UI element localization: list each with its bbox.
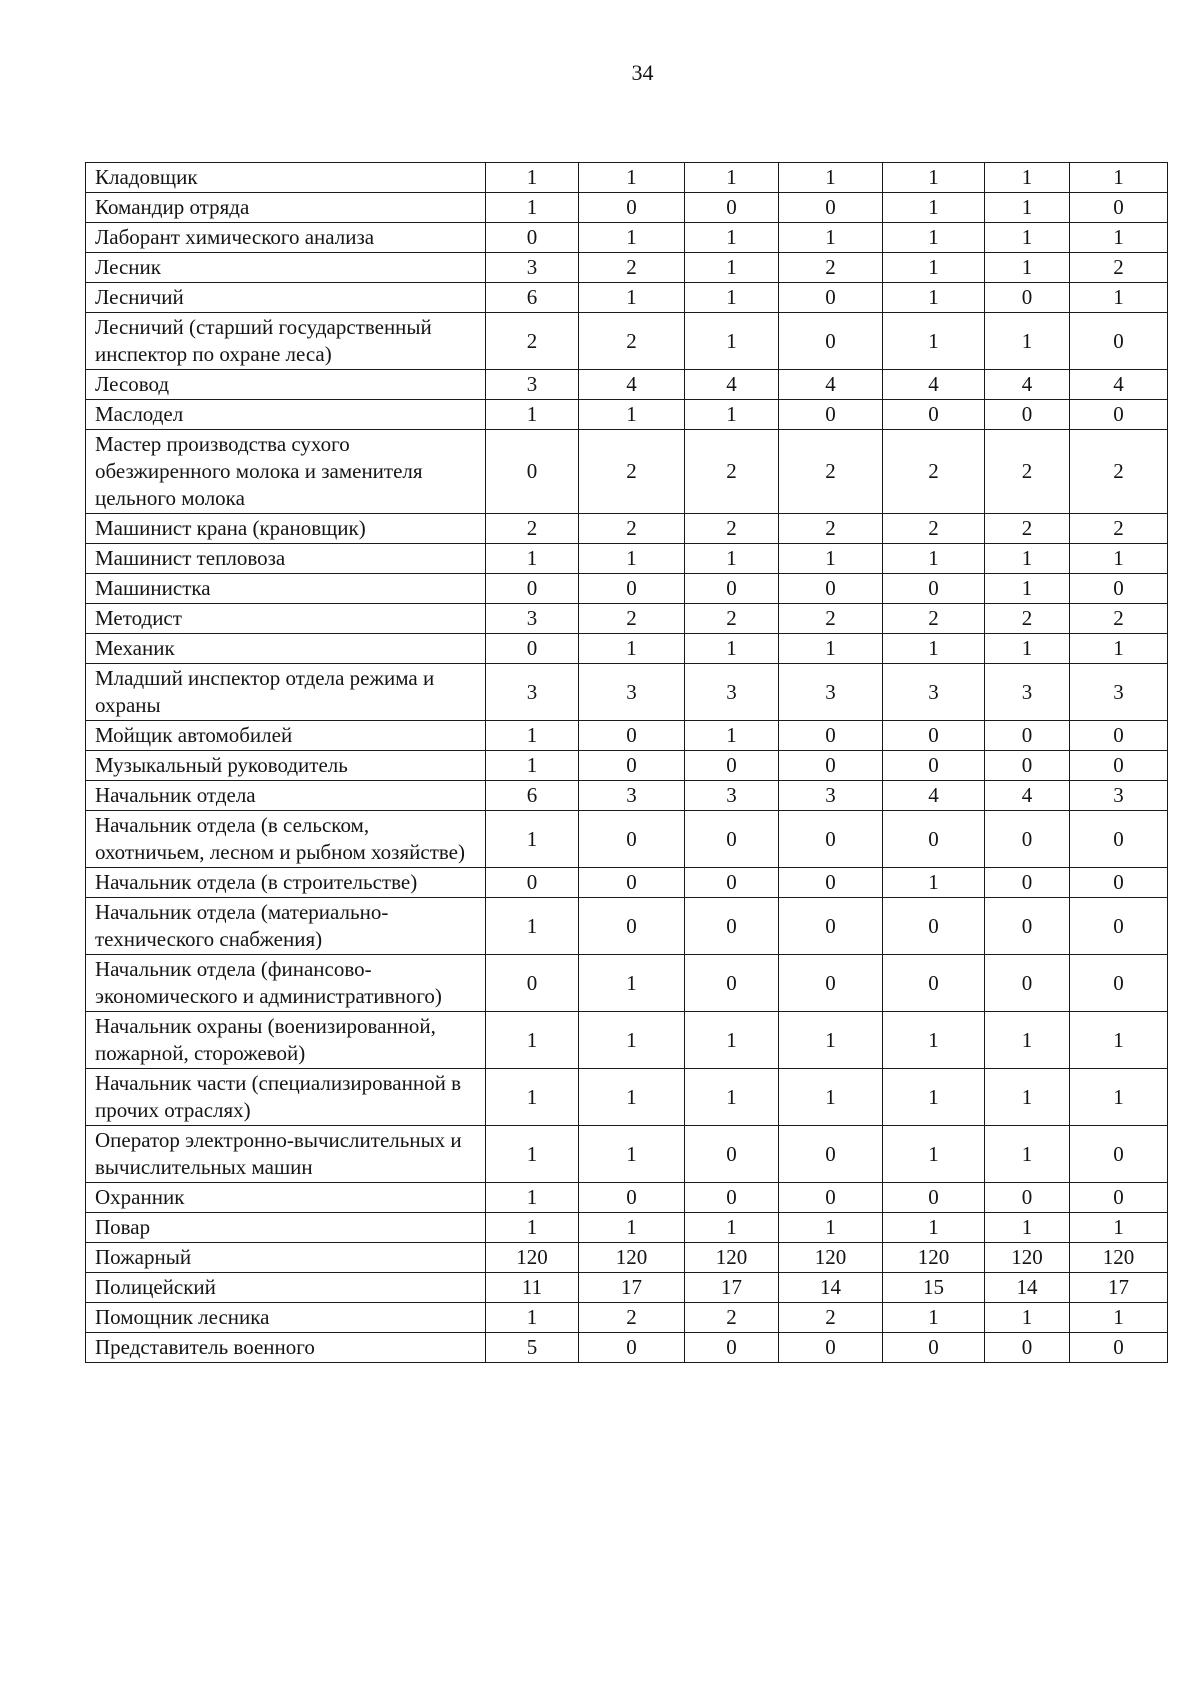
value-cell: 0	[579, 193, 685, 223]
table-row	[86, 1333, 1168, 1363]
value-cell: 17	[1070, 1273, 1168, 1303]
staffing-table	[85, 162, 1168, 1363]
position-name-cell: Младший инспектор отдела режима и охраны	[86, 664, 486, 721]
page-number: 34	[631, 60, 654, 85]
position-name-cell: Лесник	[86, 253, 486, 283]
table-row	[86, 1183, 1168, 1213]
value-cell: 14	[985, 1273, 1070, 1303]
value-cell: 1	[883, 868, 985, 898]
value-cell: 0	[1070, 574, 1168, 604]
value-cell: 0	[985, 811, 1070, 868]
position-name-cell: Представитель военного	[86, 1333, 486, 1363]
position-name-cell: Начальник отдела (в строительстве)	[86, 868, 486, 898]
table-row	[86, 781, 1168, 811]
value-cell: 1	[779, 223, 883, 253]
value-cell: 2	[883, 430, 985, 514]
value-cell: 1	[579, 283, 685, 313]
value-cell: 0	[579, 574, 685, 604]
value-cell: 3	[685, 664, 779, 721]
position-name-cell: Повар	[86, 1213, 486, 1243]
position-name-cell: Мастер производства сухого обезжиренного молока и заменителя цельного молока	[86, 430, 486, 514]
value-cell: 1	[579, 223, 685, 253]
value-cell: 3	[579, 781, 685, 811]
value-cell: 0	[685, 868, 779, 898]
value-cell: 1	[579, 1012, 685, 1069]
value-cell: 0	[779, 1333, 883, 1363]
value-cell: 1	[486, 1012, 579, 1069]
table-row	[86, 898, 1168, 955]
value-cell: 0	[1070, 400, 1168, 430]
value-cell: 3	[779, 781, 883, 811]
value-cell: 1	[1070, 634, 1168, 664]
value-cell: 1	[985, 544, 1070, 574]
position-name-cell: Машинист крана (крановщик)	[86, 514, 486, 544]
value-cell: 1	[1070, 1213, 1168, 1243]
value-cell: 1	[985, 163, 1070, 193]
table-row	[86, 223, 1168, 253]
value-cell: 0	[883, 721, 985, 751]
value-cell: 1	[985, 1213, 1070, 1243]
value-cell: 0	[685, 751, 779, 781]
value-cell: 0	[685, 193, 779, 223]
value-cell: 1	[1070, 1012, 1168, 1069]
value-cell: 1	[1070, 163, 1168, 193]
value-cell: 1	[486, 751, 579, 781]
value-cell: 1	[486, 1183, 579, 1213]
table-row	[86, 253, 1168, 283]
position-name-cell: Лесничий	[86, 283, 486, 313]
table-row	[86, 1069, 1168, 1126]
value-cell: 5	[486, 1333, 579, 1363]
value-cell: 1	[486, 721, 579, 751]
position-name-cell: Начальник отдела (в сельском, охотничьем, лесном и рыбном хозяйстве)	[86, 811, 486, 868]
value-cell: 2	[685, 1303, 779, 1333]
value-cell: 0	[883, 574, 985, 604]
value-cell: 0	[1070, 1333, 1168, 1363]
value-cell: 1	[883, 544, 985, 574]
value-cell: 1	[579, 163, 685, 193]
value-cell: 1	[883, 1303, 985, 1333]
position-name-cell: Методист	[86, 604, 486, 634]
value-cell: 1	[883, 634, 985, 664]
value-cell: 4	[1070, 370, 1168, 400]
value-cell: 0	[685, 898, 779, 955]
position-name-cell: Машинист тепловоза	[86, 544, 486, 574]
value-cell: 3	[486, 370, 579, 400]
value-cell: 0	[486, 574, 579, 604]
value-cell: 1	[883, 283, 985, 313]
value-cell: 0	[883, 811, 985, 868]
value-cell: 1	[985, 313, 1070, 370]
position-name-cell: Музыкальный руководитель	[86, 751, 486, 781]
table-row	[86, 163, 1168, 193]
value-cell: 1	[486, 193, 579, 223]
value-cell: 1	[685, 163, 779, 193]
value-cell: 2	[486, 313, 579, 370]
value-cell: 4	[579, 370, 685, 400]
value-cell: 1	[779, 1069, 883, 1126]
value-cell: 2	[579, 514, 685, 544]
position-name-cell: Лаборант химического анализа	[86, 223, 486, 253]
value-cell: 120	[985, 1243, 1070, 1273]
value-cell: 1	[685, 253, 779, 283]
value-cell: 120	[486, 1243, 579, 1273]
table-row	[86, 664, 1168, 721]
value-cell: 0	[579, 1333, 685, 1363]
table-row	[86, 370, 1168, 400]
table-row	[86, 1012, 1168, 1069]
value-cell: 6	[486, 283, 579, 313]
value-cell: 0	[985, 898, 1070, 955]
value-cell: 2	[985, 430, 1070, 514]
value-cell: 0	[685, 1183, 779, 1213]
value-cell: 0	[1070, 721, 1168, 751]
position-name-cell: Маслодел	[86, 400, 486, 430]
value-cell: 2	[579, 604, 685, 634]
value-cell: 0	[985, 283, 1070, 313]
value-cell: 0	[985, 1333, 1070, 1363]
value-cell: 1	[685, 544, 779, 574]
value-cell: 2	[779, 514, 883, 544]
table-row	[86, 1273, 1168, 1303]
value-cell: 1	[985, 1303, 1070, 1333]
value-cell: 0	[985, 955, 1070, 1012]
value-cell: 1	[486, 163, 579, 193]
value-cell: 0	[985, 400, 1070, 430]
table-row	[86, 751, 1168, 781]
value-cell: 1	[779, 163, 883, 193]
value-cell: 0	[779, 283, 883, 313]
value-cell: 2	[1070, 253, 1168, 283]
value-cell: 2	[779, 1303, 883, 1333]
value-cell: 2	[1070, 604, 1168, 634]
value-cell: 1	[883, 1012, 985, 1069]
position-name-cell: Машинистка	[86, 574, 486, 604]
value-cell: 4	[779, 370, 883, 400]
value-cell: 1	[486, 400, 579, 430]
value-cell: 6	[486, 781, 579, 811]
value-cell: 1	[779, 1213, 883, 1243]
value-cell: 2	[779, 604, 883, 634]
value-cell: 1	[685, 400, 779, 430]
value-cell: 1	[985, 253, 1070, 283]
position-name-cell: Механик	[86, 634, 486, 664]
value-cell: 1	[779, 634, 883, 664]
table-row	[86, 1303, 1168, 1333]
value-cell: 2	[685, 430, 779, 514]
position-name-cell: Начальник отдела	[86, 781, 486, 811]
value-cell: 1	[985, 1012, 1070, 1069]
value-cell: 1	[579, 1213, 685, 1243]
value-cell: 3	[1070, 781, 1168, 811]
value-cell: 1	[579, 955, 685, 1012]
value-cell: 2	[779, 253, 883, 283]
value-cell: 0	[579, 721, 685, 751]
value-cell: 0	[779, 574, 883, 604]
value-cell: 0	[579, 751, 685, 781]
value-cell: 0	[779, 1183, 883, 1213]
table-row	[86, 193, 1168, 223]
value-cell: 17	[579, 1273, 685, 1303]
value-cell: 0	[779, 955, 883, 1012]
value-cell: 1	[685, 1213, 779, 1243]
value-cell: 0	[883, 400, 985, 430]
value-cell: 3	[579, 664, 685, 721]
value-cell: 2	[985, 514, 1070, 544]
value-cell: 1	[883, 1126, 985, 1183]
value-cell: 2	[579, 1303, 685, 1333]
value-cell: 2	[883, 604, 985, 634]
value-cell: 0	[1070, 868, 1168, 898]
value-cell: 1	[779, 544, 883, 574]
value-cell: 1	[985, 1126, 1070, 1183]
value-cell: 0	[579, 898, 685, 955]
position-name-cell: Кладовщик	[86, 163, 486, 193]
value-cell: 0	[779, 751, 883, 781]
value-cell: 0	[779, 811, 883, 868]
value-cell: 0	[1070, 193, 1168, 223]
value-cell: 3	[486, 664, 579, 721]
value-cell: 14	[779, 1273, 883, 1303]
value-cell: 4	[883, 781, 985, 811]
value-cell: 2	[579, 313, 685, 370]
position-name-cell: Мойщик автомобилей	[86, 721, 486, 751]
value-cell: 1	[685, 1012, 779, 1069]
value-cell: 1	[883, 313, 985, 370]
table-row	[86, 400, 1168, 430]
value-cell: 0	[779, 313, 883, 370]
value-cell: 0	[486, 634, 579, 664]
value-cell: 0	[985, 1183, 1070, 1213]
value-cell: 1	[985, 1069, 1070, 1126]
value-cell: 1	[685, 634, 779, 664]
value-cell: 1	[883, 1213, 985, 1243]
value-cell: 0	[486, 955, 579, 1012]
value-cell: 2	[1070, 514, 1168, 544]
value-cell: 3	[486, 604, 579, 634]
position-name-cell: Начальник отдела (финансово-экономического и административного)	[86, 955, 486, 1012]
value-cell: 0	[486, 223, 579, 253]
value-cell: 2	[779, 430, 883, 514]
position-name-cell: Начальник отдела (материально-технического снабжения)	[86, 898, 486, 955]
value-cell: 0	[1070, 811, 1168, 868]
value-cell: 0	[779, 400, 883, 430]
value-cell: 1	[883, 163, 985, 193]
value-cell: 1	[685, 313, 779, 370]
value-cell: 1	[685, 283, 779, 313]
value-cell: 0	[579, 811, 685, 868]
value-cell: 1	[1070, 1303, 1168, 1333]
value-cell: 1	[685, 721, 779, 751]
value-cell: 2	[883, 514, 985, 544]
position-name-cell: Охранник	[86, 1183, 486, 1213]
table-row	[86, 955, 1168, 1012]
value-cell: 1	[579, 400, 685, 430]
value-cell: 120	[779, 1243, 883, 1273]
value-cell: 1	[486, 811, 579, 868]
value-cell: 2	[1070, 430, 1168, 514]
value-cell: 120	[883, 1243, 985, 1273]
value-cell: 3	[883, 664, 985, 721]
table-row	[86, 604, 1168, 634]
value-cell: 120	[579, 1243, 685, 1273]
table-row	[86, 283, 1168, 313]
value-cell: 1	[486, 1069, 579, 1126]
value-cell: 0	[985, 868, 1070, 898]
value-cell: 0	[1070, 751, 1168, 781]
value-cell: 0	[883, 898, 985, 955]
value-cell: 1	[579, 1069, 685, 1126]
value-cell: 0	[883, 955, 985, 1012]
value-cell: 0	[579, 868, 685, 898]
table-row	[86, 721, 1168, 751]
table-row	[86, 430, 1168, 514]
value-cell: 0	[685, 1333, 779, 1363]
value-cell: 0	[779, 898, 883, 955]
value-cell: 0	[1070, 313, 1168, 370]
value-cell: 1	[486, 1213, 579, 1243]
table-row	[86, 514, 1168, 544]
value-cell: 1	[685, 1069, 779, 1126]
position-name-cell: Лесовод	[86, 370, 486, 400]
value-cell: 0	[685, 955, 779, 1012]
value-cell: 120	[1070, 1243, 1168, 1273]
value-cell: 1	[486, 544, 579, 574]
value-cell: 1	[985, 193, 1070, 223]
value-cell: 17	[685, 1273, 779, 1303]
value-cell: 0	[883, 1183, 985, 1213]
value-cell: 1	[579, 544, 685, 574]
value-cell: 3	[486, 253, 579, 283]
value-cell: 1	[486, 1126, 579, 1183]
value-cell: 2	[579, 253, 685, 283]
table-row	[86, 1243, 1168, 1273]
value-cell: 0	[486, 868, 579, 898]
value-cell: 0	[1070, 1183, 1168, 1213]
position-name-cell: Лесничий (старший государственный инспектор по охране леса)	[86, 313, 486, 370]
value-cell: 1	[883, 223, 985, 253]
value-cell: 2	[685, 514, 779, 544]
value-cell: 0	[486, 430, 579, 514]
table-row	[86, 574, 1168, 604]
position-name-cell: Помощник лесника	[86, 1303, 486, 1333]
value-cell: 1	[985, 223, 1070, 253]
value-cell: 1	[883, 253, 985, 283]
value-cell: 0	[883, 1333, 985, 1363]
value-cell: 0	[985, 751, 1070, 781]
value-cell: 1	[486, 898, 579, 955]
value-cell: 1	[685, 223, 779, 253]
table-row	[86, 544, 1168, 574]
value-cell: 4	[985, 370, 1070, 400]
value-cell: 3	[685, 781, 779, 811]
value-cell: 0	[1070, 1126, 1168, 1183]
value-cell: 0	[985, 721, 1070, 751]
value-cell: 1	[486, 1303, 579, 1333]
value-cell: 11	[486, 1273, 579, 1303]
table-row	[86, 868, 1168, 898]
value-cell: 0	[779, 868, 883, 898]
table-row	[86, 313, 1168, 370]
value-cell: 2	[985, 604, 1070, 634]
value-cell: 1	[779, 1012, 883, 1069]
value-cell: 0	[883, 751, 985, 781]
value-cell: 2	[579, 430, 685, 514]
value-cell: 0	[779, 1126, 883, 1183]
position-name-cell: Командир отряда	[86, 193, 486, 223]
value-cell: 4	[685, 370, 779, 400]
value-cell: 0	[779, 721, 883, 751]
table-row	[86, 1126, 1168, 1183]
value-cell: 1	[579, 634, 685, 664]
value-cell: 1	[883, 193, 985, 223]
value-cell: 2	[486, 514, 579, 544]
value-cell: 3	[985, 664, 1070, 721]
table-body	[86, 163, 1168, 1363]
table-row	[86, 634, 1168, 664]
position-name-cell: Полицейский	[86, 1273, 486, 1303]
value-cell: 0	[685, 574, 779, 604]
value-cell: 1	[1070, 1069, 1168, 1126]
position-name-cell: Начальник части (специализированной в прочих отраслях)	[86, 1069, 486, 1126]
value-cell: 1	[985, 574, 1070, 604]
value-cell: 4	[985, 781, 1070, 811]
value-cell: 15	[883, 1273, 985, 1303]
value-cell: 1	[1070, 283, 1168, 313]
value-cell: 0	[1070, 898, 1168, 955]
value-cell: 0	[779, 193, 883, 223]
value-cell: 1	[1070, 544, 1168, 574]
position-name-cell: Пожарный	[86, 1243, 486, 1273]
value-cell: 1	[1070, 223, 1168, 253]
value-cell: 1	[883, 1069, 985, 1126]
value-cell: 1	[579, 1126, 685, 1183]
value-cell: 0	[685, 1126, 779, 1183]
value-cell: 0	[1070, 955, 1168, 1012]
value-cell: 2	[685, 604, 779, 634]
value-cell: 0	[685, 811, 779, 868]
position-name-cell: Оператор электронно-вычислительных и вычислительных машин	[86, 1126, 486, 1183]
value-cell: 3	[1070, 664, 1168, 721]
value-cell: 1	[985, 634, 1070, 664]
value-cell: 120	[685, 1243, 779, 1273]
table-row	[86, 1213, 1168, 1243]
value-cell: 0	[579, 1183, 685, 1213]
value-cell: 4	[883, 370, 985, 400]
position-name-cell: Начальник охраны (военизированной, пожарной, сторожевой)	[86, 1012, 486, 1069]
table-row	[86, 811, 1168, 868]
value-cell: 3	[779, 664, 883, 721]
